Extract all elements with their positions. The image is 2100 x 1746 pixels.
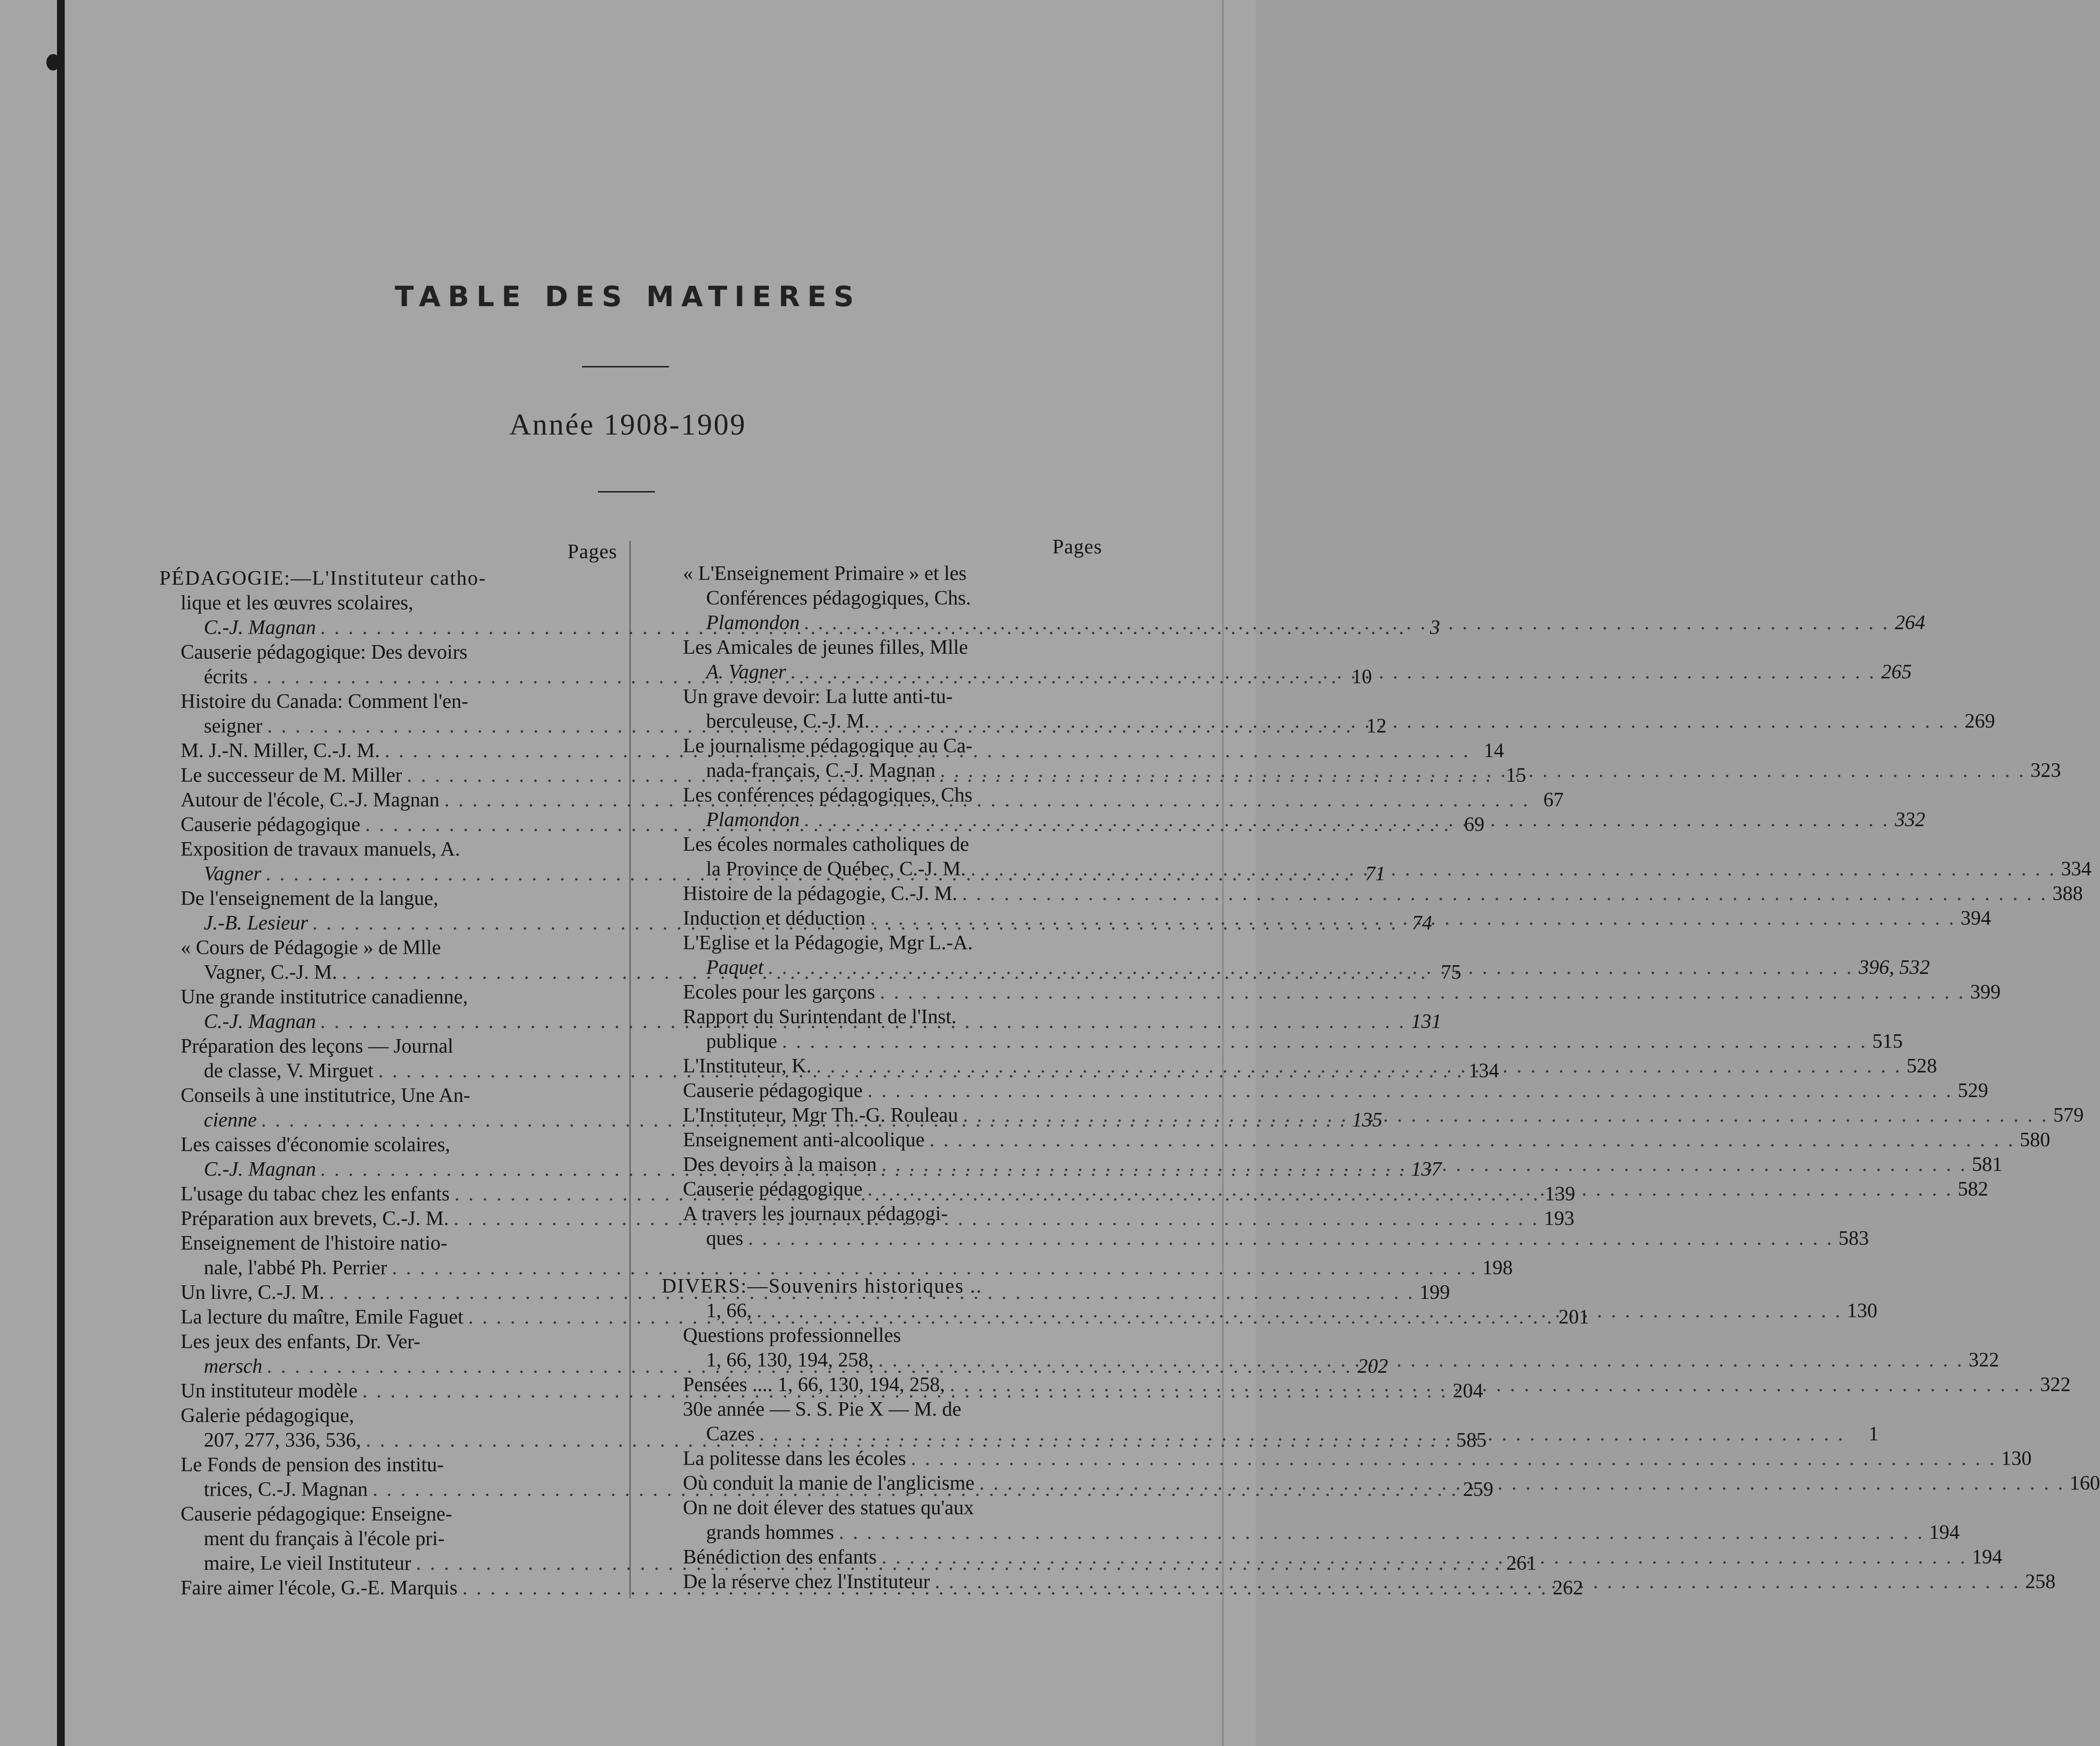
entry-text: « Cours de Pédagogie » de Mlle bbox=[181, 937, 441, 959]
page-number: 388 bbox=[2052, 883, 2083, 905]
toc-line bbox=[159, 936, 617, 960]
page-number: 265 bbox=[1881, 661, 1912, 683]
toc-line bbox=[662, 832, 1102, 857]
page-number: 10 bbox=[1351, 666, 1372, 688]
page-number: 135 bbox=[1352, 1109, 1383, 1131]
toc-line bbox=[159, 640, 617, 665]
entry-text: Causerie pédagogique bbox=[683, 1080, 863, 1102]
section-gap bbox=[662, 1251, 1102, 1274]
entry-text: La politesse dans les écoles bbox=[683, 1448, 906, 1470]
entry-text: Le journalisme pédagogique au Ca- bbox=[683, 735, 973, 757]
toc-line bbox=[662, 1521, 1960, 1545]
year-rule bbox=[598, 491, 655, 493]
toc-line bbox=[662, 1226, 1869, 1251]
binding-mark bbox=[46, 54, 60, 70]
entry-text: 1, 66, bbox=[706, 1300, 752, 1322]
page-number: 585 bbox=[1456, 1429, 1487, 1451]
page-number: 264 bbox=[1895, 612, 1926, 634]
toc-line bbox=[662, 1005, 1102, 1029]
toc-line bbox=[159, 985, 617, 1010]
entry-text: « L'Enseignement Primaire » et les bbox=[683, 563, 967, 585]
leader-dots bbox=[870, 906, 1956, 931]
leader-dots bbox=[940, 759, 2026, 783]
entry-text: J.-B. Lesieur bbox=[204, 912, 308, 934]
title-rule bbox=[582, 366, 669, 367]
leader-dots bbox=[963, 1103, 2049, 1128]
toc-line bbox=[159, 1231, 617, 1256]
entry-text: C.-J. Magnan bbox=[204, 1011, 316, 1033]
toc-entry bbox=[662, 882, 2083, 906]
toc-line bbox=[662, 1128, 2050, 1153]
entry-text: Paquet bbox=[706, 957, 764, 979]
leader-dots bbox=[881, 1153, 1967, 1177]
entry-text: Ecoles pour les garçons bbox=[683, 981, 875, 1003]
leader-dots bbox=[791, 660, 1877, 685]
page-number: 323 bbox=[2030, 760, 2061, 782]
leader-dots bbox=[867, 1079, 1953, 1103]
entry-text: Enseignement anti-alcoolique bbox=[683, 1129, 925, 1151]
page-number: 193 bbox=[1544, 1208, 1575, 1230]
entry-text: La lecture du maître, Emile Faguet bbox=[181, 1306, 464, 1328]
toc-line bbox=[662, 1079, 1988, 1103]
toc-line bbox=[159, 1404, 617, 1428]
entry-text: Un instituteur modèle bbox=[181, 1380, 358, 1402]
pages-label: Pages bbox=[1052, 536, 1102, 558]
toc-line bbox=[662, 562, 1102, 586]
leader-dots bbox=[782, 1029, 1868, 1054]
toc-line bbox=[662, 1447, 2032, 1471]
book-spine bbox=[57, 0, 65, 1746]
page-number: 528 bbox=[1906, 1055, 1937, 1077]
toc-line bbox=[159, 1256, 1513, 1281]
page-number: 74 bbox=[1412, 912, 1433, 934]
page-number: 137 bbox=[1411, 1158, 1442, 1181]
toc-line bbox=[662, 635, 1102, 660]
entry-text: A. Vagner bbox=[706, 661, 786, 683]
entry-text: trices, C.-J. Magnan bbox=[204, 1478, 368, 1501]
entry-text: Un grave devoir: La lutte anti-tu- bbox=[683, 686, 953, 708]
entry-text: berculeuse, C.-J. M. bbox=[706, 710, 870, 732]
toc-line bbox=[662, 1202, 1102, 1226]
entry-text: Causerie pédagogique: Enseigne- bbox=[181, 1503, 453, 1525]
page-number: 515 bbox=[1872, 1030, 1903, 1053]
page-number: 160 bbox=[2070, 1472, 2100, 1494]
entry-text: Causerie pédagogique: Des devoirs bbox=[181, 641, 468, 663]
leader-dots bbox=[867, 1177, 1953, 1202]
year-heading: Année 1908-1909 bbox=[509, 408, 747, 441]
page-number: 194 bbox=[1972, 1546, 2002, 1568]
entry-text: Les jeux des enfants, Dr. Ver- bbox=[181, 1331, 421, 1353]
toc-line bbox=[159, 591, 617, 616]
page-number: 14 bbox=[1484, 740, 1504, 762]
leader-dots bbox=[874, 709, 1960, 734]
entry-text: 1, 66, 130, 194, 258, bbox=[706, 1349, 874, 1371]
entry-text: Galerie pédagogique, bbox=[181, 1405, 355, 1427]
entry-text: Des devoirs à la maison bbox=[683, 1154, 877, 1176]
page-number: 71 bbox=[1365, 863, 1386, 885]
page-number: 12 bbox=[1366, 715, 1387, 737]
entry-text: Questions professionnelles bbox=[683, 1324, 901, 1347]
entry-text: L'usage du tabac chez les enfants bbox=[181, 1183, 450, 1205]
toc-entry bbox=[662, 980, 2001, 1005]
page-number: 262 bbox=[1552, 1577, 1583, 1599]
entry-text: Induction et déduction bbox=[683, 907, 866, 929]
entry-text: Préparation aux brevets, C.-J. M. bbox=[181, 1208, 449, 1230]
entry-text: PÉDAGOGIE:—L'Instituteur catho- bbox=[159, 567, 487, 590]
leader-dots bbox=[881, 1545, 1967, 1570]
toc-line bbox=[159, 1330, 617, 1354]
toc-line bbox=[662, 1397, 1102, 1422]
page-number: 269 bbox=[1964, 710, 1995, 732]
entry-text: Les caisses d'économie scolaires, bbox=[181, 1134, 451, 1156]
toc-entry bbox=[662, 1447, 2032, 1471]
toc-line bbox=[662, 1324, 1102, 1348]
page-number: 130 bbox=[2001, 1448, 2032, 1470]
page-number: 199 bbox=[1419, 1281, 1450, 1304]
entry-text: De l'enseignement de la langue, bbox=[181, 887, 439, 910]
page-number: 204 bbox=[1452, 1380, 1483, 1402]
entry-text: Cazes bbox=[706, 1423, 755, 1445]
page-number: 580 bbox=[2019, 1129, 2050, 1151]
toc-line bbox=[662, 783, 1102, 808]
entry-text: Histoire de la pédagogie, C.-J. M. bbox=[683, 883, 958, 905]
toc-line bbox=[662, 980, 2001, 1005]
entry-text: Histoire du Canada: Comment l'en- bbox=[181, 690, 468, 713]
toc-entry bbox=[662, 1128, 2050, 1153]
leader-dots bbox=[768, 956, 1854, 980]
toc-entry bbox=[662, 1079, 1988, 1103]
pages-label: Pages bbox=[568, 541, 617, 563]
entry-text: Faire aimer l'école, G.-E. Marquis bbox=[181, 1577, 458, 1599]
entry-text: grands hommes bbox=[706, 1521, 834, 1544]
entry-text: Autour de l'école, C.-J. Magnan bbox=[181, 789, 440, 811]
page-number: 582 bbox=[1958, 1178, 1988, 1200]
toc-line bbox=[662, 586, 1102, 611]
page-number: 130 bbox=[1847, 1300, 1877, 1322]
toc-line bbox=[662, 685, 1102, 709]
entry-text: Les écoles normales catholiques de bbox=[683, 833, 969, 856]
leader-dots bbox=[759, 1422, 1845, 1447]
toc-line bbox=[662, 1029, 1903, 1054]
toc-line bbox=[662, 611, 1926, 635]
entry-text: Le successeur de M. Miller bbox=[181, 764, 402, 787]
entry-text: Vagner bbox=[204, 863, 261, 885]
entry-text: seigner bbox=[204, 715, 263, 737]
entry-text: Conseils à une institutrice, Une An- bbox=[181, 1084, 470, 1107]
entry-text: mersch bbox=[204, 1355, 263, 1378]
entry-text: lique et les œuvres scolaires, bbox=[181, 592, 413, 614]
page-number: 75 bbox=[1441, 961, 1461, 984]
leader-dots bbox=[757, 1299, 1843, 1324]
entry-text: Enseignement de l'histoire natio- bbox=[181, 1232, 448, 1254]
page-number: 529 bbox=[1958, 1080, 1988, 1102]
entry-text: Causerie pédagogique bbox=[181, 814, 361, 836]
entry-text: Conférences pédagogiques, Chs. bbox=[706, 587, 971, 609]
page-number: 202 bbox=[1357, 1355, 1388, 1378]
entry-text: nale, l'abbé Ph. Perrier bbox=[204, 1257, 387, 1279]
page-number: 1 bbox=[1868, 1423, 1879, 1445]
toc-line bbox=[159, 887, 617, 911]
leader-dots bbox=[979, 1471, 2065, 1496]
entry-text: écrits bbox=[204, 666, 248, 688]
page-title: TABLE DES MATIERES bbox=[395, 280, 861, 313]
page-number: 15 bbox=[1505, 764, 1526, 787]
entry-text: De la réserve chez l'Instituteur bbox=[683, 1571, 930, 1593]
page-number: 201 bbox=[1558, 1306, 1589, 1328]
page-number: 131 bbox=[1411, 1011, 1442, 1033]
entry-text: de classe, V. Mirguet bbox=[204, 1060, 374, 1082]
page-number: 198 bbox=[1482, 1257, 1513, 1279]
leader-dots bbox=[880, 980, 1966, 1005]
leader-dots bbox=[950, 1373, 2035, 1397]
toc-line bbox=[159, 1133, 617, 1157]
entry-text: L'Eglise et la Pédagogie, Mgr L.-A. bbox=[683, 932, 973, 954]
entry-text: Causerie pédagogique bbox=[683, 1178, 863, 1200]
entry-text: Les Amicales de jeunes filles, Mlle bbox=[683, 636, 968, 659]
page-number: 134 bbox=[1468, 1060, 1499, 1082]
toc-line bbox=[159, 837, 617, 862]
page-number: 322 bbox=[1969, 1349, 1999, 1371]
entry-text: publique bbox=[706, 1030, 777, 1053]
leader-dots bbox=[805, 611, 1890, 635]
toc-line bbox=[159, 1527, 617, 1551]
entry-text: 30e année — S. S. Pie X — M. de bbox=[683, 1398, 962, 1421]
entry-text: Le Fonds de pension des institu- bbox=[181, 1454, 444, 1476]
page-number: 261 bbox=[1506, 1552, 1537, 1575]
toc-line bbox=[159, 1502, 617, 1527]
page-number: 581 bbox=[1972, 1154, 2002, 1176]
entry-text: 207, 277, 336, 536, bbox=[204, 1429, 361, 1451]
leader-dots bbox=[911, 1447, 1997, 1471]
entry-text: C.-J. Magnan bbox=[204, 1158, 316, 1181]
entry-text: nada-français, C.-J. Magnan bbox=[706, 760, 936, 782]
toc-line bbox=[159, 1084, 617, 1108]
page-number: 194 bbox=[1929, 1521, 1960, 1544]
entry-text: Les conférences pédagogiques, Chs bbox=[683, 784, 973, 806]
leader-dots bbox=[879, 1348, 1964, 1373]
page-number: 258 bbox=[2025, 1571, 2056, 1593]
toc-line bbox=[662, 1274, 1102, 1299]
leader-dots bbox=[935, 1570, 2020, 1594]
leader-dots bbox=[805, 808, 1890, 832]
page-number: 322 bbox=[2040, 1374, 2071, 1396]
toc-line bbox=[159, 566, 617, 591]
toc-line bbox=[662, 931, 1102, 956]
leader-dots bbox=[971, 857, 2057, 882]
page-number: 139 bbox=[1545, 1183, 1575, 1205]
entry-text: maire, Le vieil Instituteur bbox=[204, 1552, 411, 1575]
page-number: 69 bbox=[1464, 814, 1485, 836]
toc-entry bbox=[662, 1496, 1960, 1545]
entry-text: la Province de Québec, C.-J. M. bbox=[706, 858, 966, 880]
leader-dots bbox=[962, 882, 2048, 906]
entry-text: Exposition de travaux manuels, A. bbox=[181, 838, 460, 860]
entry-text: Préparation des leçons — Journal bbox=[181, 1035, 454, 1057]
toc-line bbox=[159, 1453, 617, 1478]
entry-text: Plamondon bbox=[706, 809, 800, 831]
page-number: 259 bbox=[1462, 1478, 1493, 1501]
leader-dots bbox=[839, 1521, 1925, 1545]
entry-text: On ne doit élever des statues qu'aux bbox=[683, 1497, 974, 1519]
leader-dots bbox=[748, 1226, 1834, 1251]
toc-entry bbox=[662, 562, 1926, 635]
toc-line bbox=[662, 734, 1102, 759]
leader-dots bbox=[816, 1054, 1902, 1079]
page-number: 334 bbox=[2061, 858, 2092, 880]
page-number: 67 bbox=[1543, 789, 1564, 811]
entry-text: ques bbox=[706, 1227, 743, 1250]
entry-text: Bénédiction des enfants bbox=[683, 1546, 877, 1568]
entry-text: Rapport du Surintendant de l'Inst. bbox=[683, 1006, 957, 1028]
entry-text: Vagner, C.-J. M. bbox=[204, 961, 337, 984]
entry-text: Où conduit la manie de l'anglicisme bbox=[683, 1472, 975, 1494]
entry-text: Un livre, C.-J. M. bbox=[181, 1281, 325, 1304]
entry-text: M. J.-N. Miller, C.-J. M. bbox=[181, 740, 380, 762]
page-number: 394 bbox=[1960, 907, 1991, 929]
entry-text: L'Instituteur, K. bbox=[683, 1055, 812, 1077]
entry-text: cienne bbox=[204, 1109, 257, 1131]
toc-line bbox=[662, 882, 2083, 906]
entry-text: Plamondon bbox=[706, 612, 800, 634]
page-number: 332 bbox=[1895, 809, 1926, 831]
toc-line bbox=[159, 690, 617, 714]
page-number: 396, 532 bbox=[1859, 957, 1930, 979]
entry-text: DIVERS:—Souvenirs historiques .. bbox=[662, 1275, 982, 1297]
entry-text: A travers les journaux pédagogi- bbox=[683, 1203, 948, 1225]
entry-text: Une grande institutrice canadienne, bbox=[181, 986, 468, 1008]
leader-dots bbox=[929, 1128, 2015, 1153]
page-number: 583 bbox=[1838, 1227, 1869, 1250]
entry-text: C.-J. Magnan bbox=[204, 617, 316, 639]
page-number: 399 bbox=[1970, 981, 2001, 1003]
toc-line bbox=[662, 1496, 1102, 1521]
page-number: 579 bbox=[2053, 1104, 2084, 1126]
toc-line bbox=[159, 1034, 617, 1059]
entry-text: L'Instituteur, Mgr Th.-G. Rouleau bbox=[683, 1104, 958, 1126]
entry-text: ment du français à l'école pri- bbox=[204, 1528, 445, 1550]
entry-text: Pensées .... 1, 66, 130, 194, 258, bbox=[683, 1374, 945, 1396]
page-number: 3 bbox=[1430, 617, 1440, 639]
